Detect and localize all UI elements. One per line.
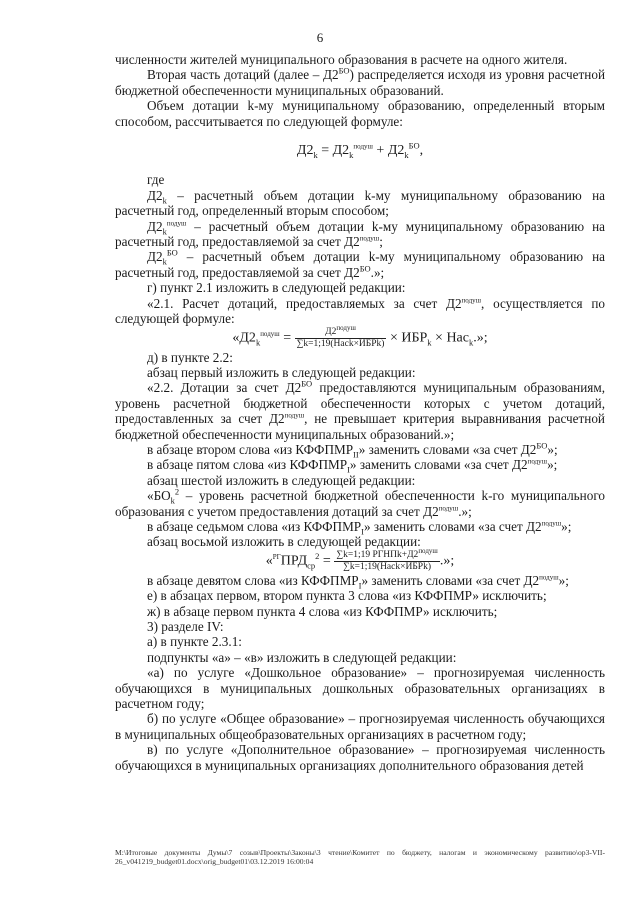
paragraph: в абзаце девятом слова «из $КФФПМР_I$» заменить словами «за счет $Д2^{подуш}$»; [147,572,569,591]
paragraph: численности жителей муниципального образования в расчете на одного жителя. [115,52,568,67]
formula-2: «$Д2_k^{подуш}$ = $\frac{Д2^{подуш}}{\text{∑k=1;19(Насk×ИБРk)}}$ × $ИБР_k \times Нас_k$.»; [232,323,488,349]
paragraph: абзац восьмой изложить в следующей редакции: [147,534,421,550]
paragraph: подпункты «а» – «в» изложить в следующей редакции: [147,649,457,665]
paragraph: а) в пункте 2.3.1: [147,634,242,650]
document-body [115,52,605,773]
paragraph: «а) по услуге «Дошкольное образование» – прогнозируемая численность обучающихся в муниципальных дошкольных образовательных организациях в расчетном году; [115,665,605,712]
definition: $Д2_k^{подуш}$ – расчетный объем дотации k-му муниципальному образованию на расчетный год, предоставляемой за счет $Д2^{подуш}$; [115,218,605,250]
paragraph: Объем дотации k-му муниципальному образованию, определенный вторым способом, рассчитывается по следующей формуле: [115,98,605,129]
fraction: $\frac{Д2^{подуш}}{\text{∑k=1;19(Насk×ИБРk)}}$ [296,323,385,349]
paragraph: абзац шестой изложить в следующей редакции: [147,472,416,488]
paragraph: б) по услуге «Общее образование» – прогнозируемая численность обучающихся в муниципальных общеобразовательных организациях в расчетном году; [115,711,605,742]
formula-3: «$^{РГ}ПРД_{ср}^2$ = $\frac{\sum k=1;19 РГНПk+Д2^{подуш}}{\text{∑k=1;19(Насk×ИБРk)}}$ .»; [265,546,455,572]
paragraph: в) по услуге «Дополнительное образование» – прогнозируемая численность обучающихся в муниципальных организациях дополнительного образования детей [115,742,605,773]
paragraph: абзац первый изложить в следующей редакции: [147,364,416,380]
paragraph: ж) в абзаце первом пункта 4 слова «из КФФПМР» исключить; [147,603,498,619]
paragraph: г) пункт 2.1 изложить в следующей редакции: [147,280,406,296]
paragraph: где [147,172,165,188]
paragraph: «$БО_k^2$ – уровень расчетной бюджетной обеспеченности k-го муниципального образования с учетом предоставления дотаций за счет $Д2^{подуш}$.»; [115,486,605,519]
fraction: $\frac{\sum k=1;19 РГНПk+Д2^{подуш}}{\text{∑k=1;19(Насk×ИБРk)}}$ [336,546,438,572]
paragraph: 3) разделе IV: [147,619,224,634]
paragraph: «2.2. Дотации за счет $Д2^{БО}$ предоставляются муниципальным образованиям, уровень расчетной бюджетной обеспеченности которых с учетом дотаций, предоставленных за счет $Д2^{подуш}$, не превышает критерия выравнивания расчетной бюджетной обеспеченности муниципальных образований.»; [115,378,605,442]
definition: $Д2_k^{БО}$ – расчетный объем дотации k-му муниципальному образованию на расчетный год, предоставляемой за счет $Д2^{БО}$.»; [115,248,605,280]
page-number: 6 [316,30,324,45]
paragraph: «2.1. Расчет дотаций, предоставляемых за счет $Д2^{подуш}$, осуществляется по следующей формуле: [115,295,605,327]
file-path-footer: M:\Итоговые документы Думы\7 созыв\Проекты\Законы\3 чтение\Комитет по бюджету, налогам и экономическому развитию\ор3-VII-26_v041219_budget01.docx\orig_budget01\03.12.2019 16:00:04 [115,848,605,867]
paragraph: д) в пункте 2.2: [147,349,233,365]
paragraph: Вторая часть дотаций (далее – $Д2^{БО}$) распределяется исходя из уровня расчетной бюджетной обеспеченности муниципальных образований. [115,66,605,98]
paragraph: в абзаце седьмом слова «из $КФФПМР_I$» заменить словами «за счет $Д2^{подуш}$»; [147,518,572,537]
definition: $Д2_k$ – расчетный объем дотации k-му муниципальному образованию на расчетный год, определенный вторым способом; [115,187,605,219]
paragraph: е) в абзацах первом, втором пункта 3 слова «из КФФПМР» исключить; [147,588,547,604]
paragraph: в абзаце втором слова «из $КФФПМР_{II}$» заменить словами «за счет $Д2^{БО}$»; [147,440,558,460]
paragraph: в абзаце пятом слова «из $КФФПМР_I$» заменить словами «за счет $Д2^{подуш}$»; [147,457,558,475]
formula-1: $Д2_k = Д2_k^{подуш} + Д2_k^{БО}$, [296,140,424,160]
